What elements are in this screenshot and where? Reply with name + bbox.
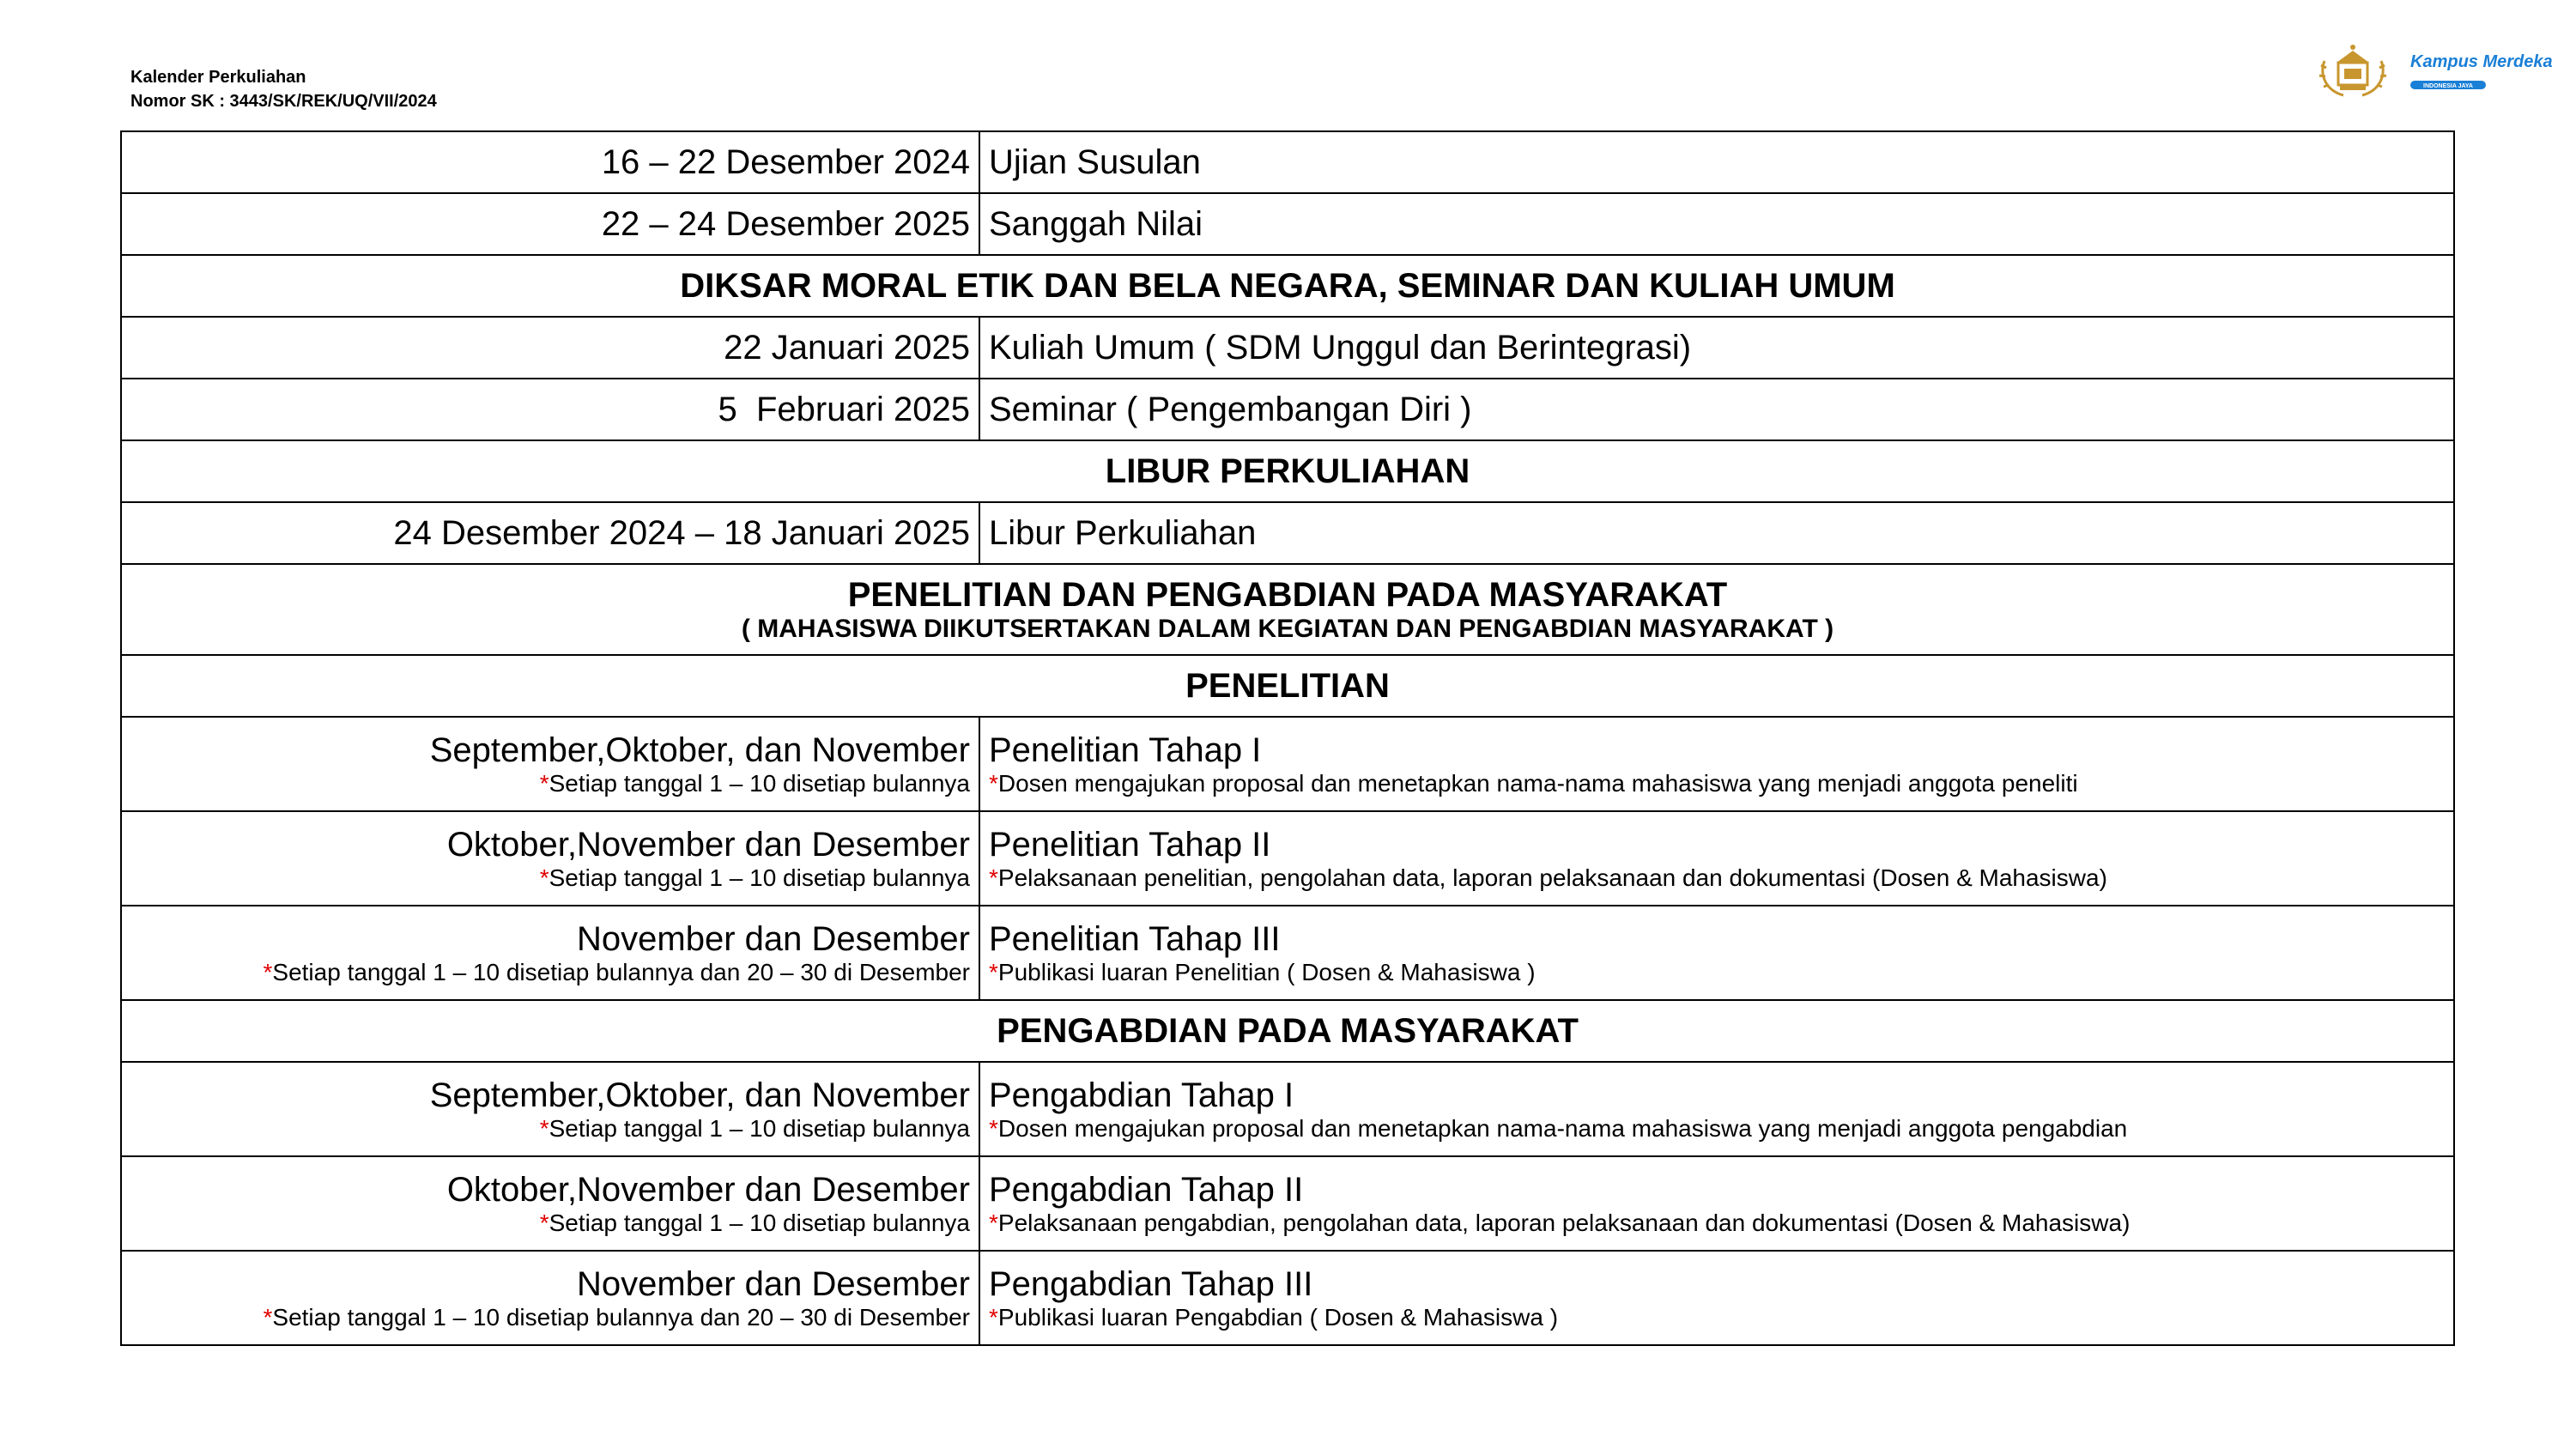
section-row xyxy=(121,1000,2454,1062)
table-row xyxy=(121,811,2454,906)
asterisk: * xyxy=(989,1210,998,1236)
event-note xyxy=(989,770,2445,797)
section-heading: LIBUR PERKULIAHAN xyxy=(121,440,2454,502)
university-seal-icon xyxy=(2318,42,2388,100)
date-label: Oktober,November dan Desember xyxy=(446,1171,970,1209)
event-cell: Sanggah Nilai xyxy=(979,193,2454,255)
date-note xyxy=(130,864,970,892)
event-cell xyxy=(979,717,2454,811)
table-row xyxy=(121,1062,2454,1156)
event-cell: Seminar ( Pengembangan Diri ) xyxy=(979,379,2454,440)
section-heading: PENGABDIAN PADA MASYARAKAT xyxy=(121,1000,2454,1062)
asterisk: * xyxy=(539,864,549,891)
date-cell xyxy=(121,1251,979,1345)
event-note-text: Publikasi luaran Penelitian ( Dosen & Mahasiswa ) xyxy=(997,959,1536,985)
section-heading: DIKSAR MORAL ETIK DAN BELA NEGARA, SEMINAR DAN KULIAH UMUM xyxy=(121,255,2454,317)
calendar-table xyxy=(120,130,2455,1346)
event-label: Penelitian Tahap III xyxy=(989,920,1281,958)
event-cell: Kuliah Umum ( SDM Unggul dan Berintegrasi) xyxy=(979,317,2454,379)
date-label: September,Oktober, dan November xyxy=(429,1076,970,1114)
table-row xyxy=(121,1251,2454,1345)
table-row xyxy=(121,906,2454,1000)
kampus-merdeka-text: Kampus Merdeka xyxy=(2410,52,2553,71)
event-note xyxy=(989,864,2445,892)
date-cell: 24 Desember 2024 – 18 Januari 2025 xyxy=(121,502,979,564)
event-label: Pengabdian Tahap III xyxy=(989,1265,1313,1303)
event-note xyxy=(989,1304,2445,1331)
asterisk: * xyxy=(263,1304,273,1331)
date-cell xyxy=(121,1062,979,1156)
asterisk: * xyxy=(989,1304,998,1331)
event-cell xyxy=(979,1156,2454,1251)
decree-number: Nomor SK : 3443/SK/REK/UQ/VII/2024 xyxy=(130,92,437,111)
date-cell xyxy=(121,906,979,1000)
asterisk: * xyxy=(539,770,549,797)
section-row xyxy=(121,564,2454,655)
table-row xyxy=(121,131,2454,193)
asterisk: * xyxy=(989,1115,998,1142)
event-cell xyxy=(979,906,2454,1000)
date-cell: 16 – 22 Desember 2024 xyxy=(121,131,979,193)
asterisk: * xyxy=(989,864,998,891)
table-row xyxy=(121,502,2454,564)
date-note-text: Setiap tanggal 1 – 10 disetiap bulannya xyxy=(549,770,970,797)
logo-group xyxy=(2318,41,2553,101)
date-note xyxy=(130,1304,970,1331)
event-note xyxy=(989,1115,2445,1143)
date-note-text: Setiap tanggal 1 – 10 disetiap bulannya xyxy=(549,1210,970,1236)
date-cell xyxy=(121,717,979,811)
event-cell xyxy=(979,811,2454,906)
event-cell xyxy=(979,1062,2454,1156)
section-row xyxy=(121,655,2454,717)
event-cell: Libur Perkuliahan xyxy=(979,502,2454,564)
date-note-text: Setiap tanggal 1 – 10 disetiap bulannya dan 20 – 30 di Desember xyxy=(272,959,970,985)
date-cell: 5 Februari 2025 xyxy=(121,379,979,440)
date-note xyxy=(130,1115,970,1143)
asterisk: * xyxy=(539,1210,549,1236)
section-row xyxy=(121,255,2454,317)
kampus-merdeka-logo xyxy=(2407,46,2553,96)
table-row xyxy=(121,717,2454,811)
date-cell xyxy=(121,811,979,906)
date-label: September,Oktober, dan November xyxy=(429,731,970,769)
event-note-text: Dosen mengajukan proposal dan menetapkan nama-nama mahasiswa yang menjadi anggota peneliti xyxy=(997,770,2078,797)
event-note-text: Pelaksanaan pengabdian, pengolahan data, laporan pelaksanaan dan dokumentasi (Dosen & Mahasiswa) xyxy=(997,1210,2131,1236)
table-row xyxy=(121,1156,2454,1251)
event-note-text: Publikasi luaran Pengabdian ( Dosen & Mahasiswa ) xyxy=(997,1304,1559,1331)
date-note xyxy=(130,770,970,797)
date-note-text: Setiap tanggal 1 – 10 disetiap bulannya dan 20 – 30 di Desember xyxy=(272,1304,970,1331)
event-note-text: Pelaksanaan penelitian, pengolahan data, laporan pelaksanaan dan dokumentasi (Dosen & Mahasiswa) xyxy=(997,864,2107,891)
event-label: Pengabdian Tahap I xyxy=(989,1076,1294,1114)
date-cell: 22 – 24 Desember 2025 xyxy=(121,193,979,255)
date-label: November dan Desember xyxy=(577,1265,970,1303)
asterisk: * xyxy=(263,959,273,985)
event-note xyxy=(989,959,2445,986)
table-row xyxy=(121,379,2454,440)
date-cell: 22 Januari 2025 xyxy=(121,317,979,379)
date-cell xyxy=(121,1156,979,1251)
document-title: Kalender Perkuliahan xyxy=(130,68,306,87)
document-header xyxy=(130,65,437,113)
event-cell: Ujian Susulan xyxy=(979,131,2454,193)
section-heading: PENELITIAN DAN PENGABDIAN PADA MASYARAKAT xyxy=(847,576,1728,614)
section-heading: PENELITIAN xyxy=(121,655,2454,717)
date-note-text: Setiap tanggal 1 – 10 disetiap bulannya xyxy=(549,1115,970,1142)
event-note-text: Dosen mengajukan proposal dan menetapkan nama-nama mahasiswa yang menjadi anggota pengabdian xyxy=(997,1115,2128,1142)
table-row xyxy=(121,317,2454,379)
table-row xyxy=(121,193,2454,255)
event-label: Penelitian Tahap II xyxy=(989,826,1271,864)
section-row xyxy=(121,440,2454,502)
event-cell xyxy=(979,1251,2454,1345)
event-label: Pengabdian Tahap II xyxy=(989,1171,1304,1209)
kampus-merdeka-subtext: INDONESIA JAYA xyxy=(2423,83,2473,89)
event-note xyxy=(989,1210,2445,1237)
date-label: November dan Desember xyxy=(577,920,970,958)
date-label: Oktober,November dan Desember xyxy=(446,826,970,864)
date-note-text: Setiap tanggal 1 – 10 disetiap bulannya xyxy=(549,864,970,891)
section-heading-block xyxy=(121,564,2454,655)
asterisk: * xyxy=(989,959,998,985)
asterisk: * xyxy=(989,770,998,797)
event-label: Penelitian Tahap I xyxy=(989,731,1262,769)
asterisk: * xyxy=(539,1115,549,1142)
date-note xyxy=(130,1210,970,1237)
date-note xyxy=(130,959,970,986)
section-subheading: ( MAHASISWA DIIKUTSERTAKAN DALAM KEGIATAN DAN PENGABDIAN MASYARAKAT ) xyxy=(741,615,1834,643)
